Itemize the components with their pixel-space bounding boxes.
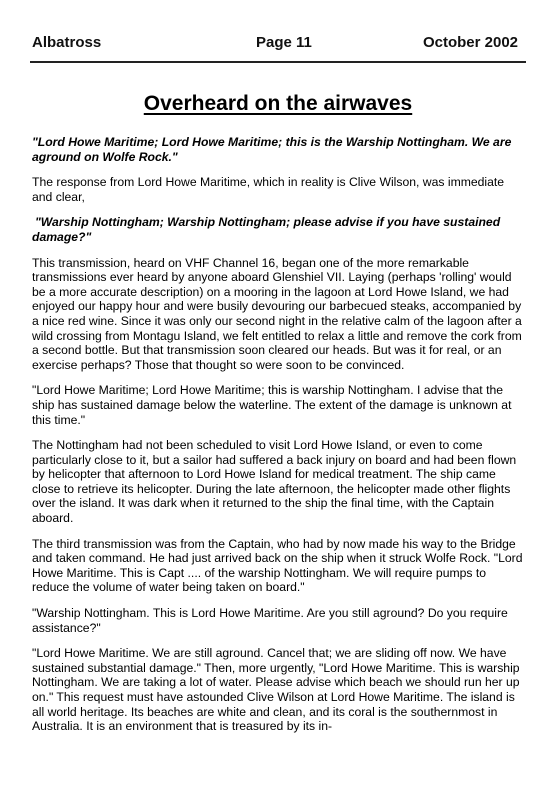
page-header [32,32,522,54]
issue-date: October 2002 [422,34,518,51]
paragraph-6: The Nottingham had not been scheduled to visit Lord Howe Island, or even to come particularly close to it, but a sailor had suffered a back injury on board and had been flown by helicopter that afternoon to Lord Howe Island for medical treatment. The ship came close to retrieve its helicopter. During the late afternoon, the helicopter made other flights over the island. It was dark when it returned to the ship the final time, with the Captain aboard. [32,438,517,526]
article-title: Overheard on the airwaves [143,92,413,115]
page-number: Page 11 [256,34,312,51]
paragraph-9: "Lord Howe Maritime. We are still aground. Cancel that; we are sliding off now. We have sustained substantial damage." Then, more urgently, "Lord Howe Maritime. This is warship Nottingham. We are taking a lot of water. Please advise which beach we should run her up on." This request must have astounded Clive Wilson at Lord Howe Maritime. The island is all world heritage. Its beaches are white and clean, and its coral is the southernmost in Australia. It is an environment that is treasured by its in- [32,646,520,734]
paragraph-2: The response from Lord Howe Maritime, which in reality is Clive Wilson, was immediate and clear, [32,175,505,204]
paragraph-5: "Lord Howe Maritime; Lord Howe Maritime; this is warship Nottingham. I advise that the ship has sustained damage below the waterline. The extent of the damage is unknown at this time." [32,383,512,427]
paragraph-3: "Warship Nottingham; Warship Nottingham; please advise if you have sustained damage?" [32,215,501,244]
header-rule [30,61,526,63]
article-body [32,135,524,745]
publication-name: Albatross [32,34,102,51]
paragraph-8: "Warship Nottingham. This is Lord Howe Maritime. Are you still aground? Do you require assistance?" [32,606,508,635]
paragraph-1: "Lord Howe Maritime; Lord Howe Maritime; this is the Warship Nottingham. We are aground on Wolfe Rock." [32,135,512,164]
paragraph-4: This transmission, heard on VHF Channel 16, began one of the more remarkable transmissions ever heard by anyone aboard Glenshiel VII. Laying (perhaps 'rolling' would be a more accurate description) on a mooring in the lagoon at Lord Howe Island, we had enjoyed our happy hour and were busily devouring our barbecued steaks, accompanied by a nice red wine. Since it was only our second night in the relative calm of the lagoon after a wild crossing from Montagu Island, we felt entitled to relax a little and remove the cork from a second bottle. But that transmission soon cleared our heads. But was it for real, or an exercise perhaps? Those that thought so were soon to be convinced. [32,255,522,372]
paragraph-7: The third transmission was from the Captain, who had by now made his way to the Bridge and taken command. He had just arrived back on the ship when it struck Wolfe Rock. "Lord Howe Maritime. This is Capt .... of the warship Nottingham. We will require pumps to reduce the volume of water being taken on board." [32,536,523,595]
